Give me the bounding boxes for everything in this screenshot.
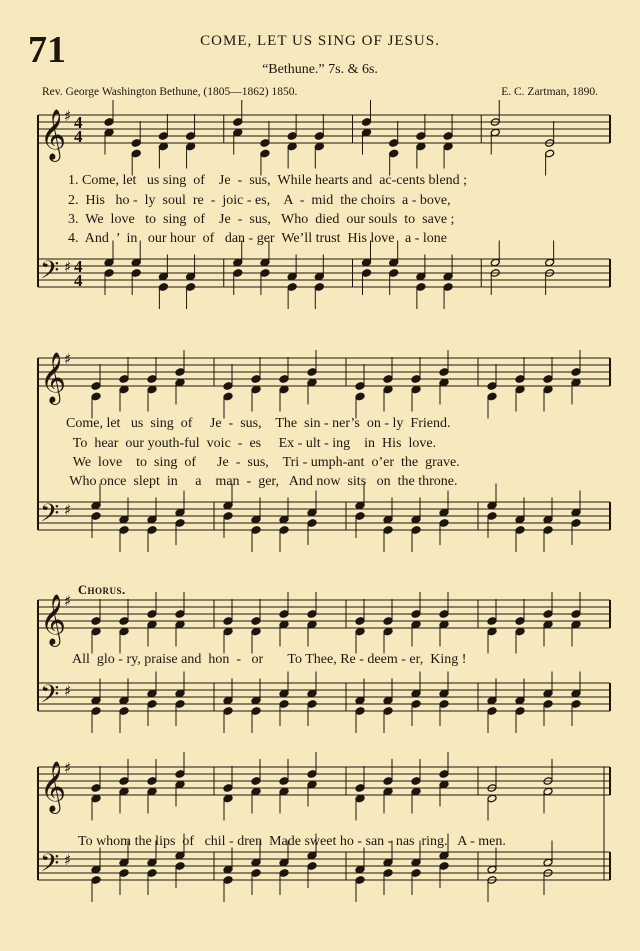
note-head [186, 142, 196, 151]
note-head [383, 375, 393, 384]
note-head [543, 700, 553, 709]
sharp-icon: ♯ [64, 851, 72, 869]
note-head [543, 610, 553, 619]
note-head [571, 610, 581, 619]
sharp-icon: ♯ [64, 107, 72, 125]
note-head [515, 696, 525, 705]
note-head [175, 862, 185, 871]
note-head [383, 627, 393, 636]
note-head [411, 515, 421, 524]
note-head [251, 777, 261, 786]
note-head [186, 272, 196, 281]
note-head [175, 378, 185, 387]
note-head [251, 696, 261, 705]
note-head [543, 689, 553, 698]
note-head [223, 501, 233, 510]
note-head [279, 375, 289, 384]
chorus-line-2: To whom the lips of chil - dren Made sweet ho - san - nas ring. A - men. [78, 834, 506, 849]
note-head [439, 862, 449, 871]
bass-clef-icon: 𝄢 [40, 499, 60, 534]
note-head [91, 865, 101, 874]
note-head [233, 258, 243, 267]
author-credit: Rev. George Washington Bethune, (1805—1862) 1850. [42, 86, 298, 98]
note-head [515, 526, 525, 535]
note-head [119, 375, 129, 384]
note-head [147, 858, 157, 867]
note-head [443, 272, 453, 281]
note-head [355, 865, 365, 874]
note-head [416, 132, 426, 141]
note-head [260, 139, 270, 148]
verse-1-line-1: 1. Come, let us sing of Je - sus, While hearts and ac-cents blend ; [68, 173, 468, 188]
note-head [487, 512, 497, 521]
note-head [362, 258, 372, 267]
note-head [175, 519, 185, 528]
note-head [119, 777, 129, 786]
verse-4-line-2: Who once slept in a man - ger, And now sits on the throne. [66, 474, 458, 489]
note-head [119, 858, 129, 867]
note-head [251, 375, 261, 384]
note-head [439, 780, 449, 789]
note-head [515, 515, 525, 524]
note-head [287, 142, 297, 151]
note-head [416, 272, 426, 281]
note-head [355, 512, 365, 521]
note-head [223, 392, 233, 401]
note-head [147, 375, 157, 384]
note-head [223, 794, 233, 803]
note-head [571, 700, 581, 709]
note-head [439, 620, 449, 629]
time-signature-bottom: 4 [74, 127, 83, 146]
note-head [383, 617, 393, 626]
note-head [223, 865, 233, 874]
note-head [251, 526, 261, 535]
note-head [355, 784, 365, 793]
note-head [571, 519, 581, 528]
note-head [119, 696, 129, 705]
verse-1-line-2: Come, let us sing of Je - sus, The sin - ner’s on - ly Friend. [66, 416, 451, 431]
note-head [543, 787, 553, 796]
time-signature-top: 4 [74, 257, 83, 276]
note-head [279, 869, 289, 878]
treble-clef-icon: 𝄞 [40, 352, 67, 403]
note-head [147, 787, 157, 796]
time-signature-bottom: 4 [74, 271, 83, 290]
note-head [411, 375, 421, 384]
verse-3-line-1: 3. We love to sing of Je - sus, Who died our souls to save ; [68, 212, 455, 227]
note-head [147, 620, 157, 629]
note-head [233, 128, 243, 137]
note-head [307, 780, 317, 789]
note-head [119, 617, 129, 626]
note-head [279, 700, 289, 709]
note-head [175, 700, 185, 709]
note-head [251, 707, 261, 716]
note-head [383, 869, 393, 878]
note-head [411, 610, 421, 619]
note-head [487, 392, 497, 401]
note-head [91, 627, 101, 636]
note-head [260, 258, 270, 267]
note-head [186, 283, 196, 292]
note-head [439, 610, 449, 619]
note-head [355, 876, 365, 885]
note-head [279, 787, 289, 796]
note-head [314, 142, 324, 151]
note-head [287, 272, 297, 281]
note-head [355, 382, 365, 391]
note-head [91, 784, 101, 793]
note-head [571, 689, 581, 698]
note-head [314, 272, 324, 281]
note-head [487, 707, 497, 716]
note-head [223, 696, 233, 705]
note-head [487, 627, 497, 636]
note-head [147, 700, 157, 709]
note-head [487, 794, 497, 803]
note-head [223, 512, 233, 521]
note-head [543, 375, 553, 384]
note-head [91, 696, 101, 705]
note-head [439, 689, 449, 698]
note-head [279, 620, 289, 629]
note-head [147, 385, 157, 394]
note-head [307, 620, 317, 629]
treble-clef-icon: 𝄞 [40, 109, 67, 160]
note-head [104, 128, 114, 137]
sharp-icon: ♯ [64, 592, 72, 610]
note-head [383, 858, 393, 867]
note-head [158, 132, 168, 141]
note-head [307, 378, 317, 387]
note-head [443, 283, 453, 292]
note-head [355, 617, 365, 626]
note-head [439, 508, 449, 517]
note-head [91, 392, 101, 401]
note-head [251, 515, 261, 524]
note-head [91, 794, 101, 803]
note-head [91, 382, 101, 391]
note-head [439, 519, 449, 528]
note-head [515, 375, 525, 384]
note-head [223, 784, 233, 793]
sharp-icon: ♯ [64, 501, 72, 519]
note-head [543, 515, 553, 524]
note-head [119, 707, 129, 716]
note-head [545, 258, 555, 267]
note-head [487, 501, 497, 510]
note-head [362, 128, 372, 137]
note-head [91, 512, 101, 521]
note-head [147, 526, 157, 535]
note-head [279, 610, 289, 619]
note-head [91, 617, 101, 626]
note-head [543, 858, 553, 867]
note-head [383, 707, 393, 716]
note-head [233, 118, 243, 127]
note-head [279, 515, 289, 524]
note-head [490, 128, 500, 137]
note-head [147, 515, 157, 524]
note-head [104, 258, 114, 267]
note-head [186, 132, 196, 141]
note-head [131, 139, 141, 148]
note-head [487, 865, 497, 874]
chorus-label: Chorus. [78, 583, 126, 597]
note-head [287, 132, 297, 141]
note-head [389, 149, 399, 158]
sharp-icon: ♯ [64, 682, 72, 700]
note-head [119, 385, 129, 394]
note-head [147, 869, 157, 878]
note-head [251, 627, 261, 636]
note-head [158, 142, 168, 151]
note-head [175, 610, 185, 619]
bass-clef-icon: 𝄢 [40, 849, 60, 884]
note-head [362, 269, 372, 278]
note-head [416, 142, 426, 151]
note-head [314, 132, 324, 141]
note-head [279, 689, 289, 698]
note-head [314, 283, 324, 292]
note-head [251, 787, 261, 796]
note-head [131, 149, 141, 158]
note-head [260, 269, 270, 278]
note-head [307, 508, 317, 517]
verse-3-line-2: We love to sing of Je - sus, Tri - umph-ant o’er the grave. [66, 455, 460, 470]
note-head [571, 620, 581, 629]
note-head [389, 139, 399, 148]
note-head [91, 501, 101, 510]
note-head [411, 620, 421, 629]
note-head [307, 368, 317, 377]
note-head [383, 787, 393, 796]
note-head [307, 851, 317, 860]
note-head [251, 385, 261, 394]
note-head [307, 610, 317, 619]
note-head [355, 627, 365, 636]
note-head [383, 777, 393, 786]
note-head [439, 378, 449, 387]
note-head [443, 132, 453, 141]
note-head [147, 777, 157, 786]
note-head [411, 689, 421, 698]
time-signature-top: 4 [74, 113, 83, 132]
note-head [175, 780, 185, 789]
note-head [119, 787, 129, 796]
note-head [411, 869, 421, 878]
note-head [515, 707, 525, 716]
note-head [279, 858, 289, 867]
note-head [439, 851, 449, 860]
note-head [119, 526, 129, 535]
note-head [251, 858, 261, 867]
note-head [147, 610, 157, 619]
note-head [515, 627, 525, 636]
sharp-icon: ♯ [64, 350, 72, 368]
note-head [104, 269, 114, 278]
note-head [515, 617, 525, 626]
note-head [411, 777, 421, 786]
note-head [223, 876, 233, 885]
note-head [389, 258, 399, 267]
note-head [362, 118, 372, 127]
note-head [279, 526, 289, 535]
note-head [175, 851, 185, 860]
note-head [175, 620, 185, 629]
chorus-line-1: All glo - ry, praise and hon - or To Thee, Re - deem - er, King ! [72, 652, 467, 667]
verse-2-line-2: To hear our youth-ful voic - es Ex - ult - ing in His love. [66, 436, 437, 451]
note-head [175, 689, 185, 698]
note-head [279, 385, 289, 394]
note-head [119, 515, 129, 524]
note-head [411, 526, 421, 535]
note-head [490, 258, 500, 267]
note-head [287, 283, 297, 292]
sharp-icon: ♯ [64, 258, 72, 276]
note-head [487, 696, 497, 705]
note-head [389, 269, 399, 278]
note-head [260, 149, 270, 158]
note-head [515, 385, 525, 394]
note-head [355, 707, 365, 716]
note-head [119, 627, 129, 636]
note-head [131, 269, 141, 278]
note-head [158, 272, 168, 281]
note-head [223, 707, 233, 716]
note-head [439, 700, 449, 709]
note-head [383, 696, 393, 705]
note-head [104, 118, 114, 127]
note-head [411, 700, 421, 709]
note-head [411, 787, 421, 796]
note-head [487, 382, 497, 391]
note-head [251, 869, 261, 878]
note-head [307, 700, 317, 709]
note-head [383, 515, 393, 524]
verse-4-line-1: 4. And ’ in our hour of dan - ger We’ll trust His love a - lone [68, 231, 448, 246]
note-head [147, 689, 157, 698]
note-head [119, 869, 129, 878]
note-head [91, 707, 101, 716]
verse-2-line-1: 2. His ho - ly soul re - joic - es, A - mid the choirs a - bove, [68, 193, 451, 208]
note-head [545, 149, 555, 158]
note-head [571, 368, 581, 377]
note-head [223, 617, 233, 626]
note-head [175, 508, 185, 517]
note-head [543, 526, 553, 535]
note-head [439, 368, 449, 377]
note-head [487, 617, 497, 626]
note-head [411, 385, 421, 394]
note-head [416, 283, 426, 292]
note-head [307, 689, 317, 698]
note-head [571, 378, 581, 387]
treble-clef-icon: 𝄞 [40, 761, 67, 812]
bass-clef-icon: 𝄢 [40, 256, 60, 291]
note-head [571, 508, 581, 517]
note-head [355, 794, 365, 803]
hymn-number: 71 [28, 29, 66, 71]
note-head [175, 368, 185, 377]
composer-credit: E. C. Zartman, 1890. [501, 86, 598, 98]
note-head [223, 627, 233, 636]
note-head [411, 858, 421, 867]
treble-clef-icon: 𝄞 [40, 594, 67, 645]
bass-clef-icon: 𝄢 [40, 680, 60, 715]
note-head [383, 526, 393, 535]
note-head [355, 696, 365, 705]
hymn-title: COME, LET US SING OF JESUS. [200, 33, 440, 49]
tune-name: “Bethune.” 7s. & 6s. [262, 62, 378, 77]
note-head [251, 617, 261, 626]
note-head [355, 501, 365, 510]
note-head [279, 777, 289, 786]
note-head [443, 142, 453, 151]
note-head [175, 770, 185, 779]
note-head [383, 385, 393, 394]
note-head [158, 283, 168, 292]
sharp-icon: ♯ [64, 759, 72, 777]
note-head [355, 392, 365, 401]
note-head [543, 385, 553, 394]
note-head [223, 382, 233, 391]
note-head [307, 770, 317, 779]
note-head [307, 519, 317, 528]
note-head [307, 862, 317, 871]
note-head [543, 620, 553, 629]
note-head [439, 770, 449, 779]
note-head [91, 876, 101, 885]
note-head [131, 258, 141, 267]
note-head [233, 269, 243, 278]
